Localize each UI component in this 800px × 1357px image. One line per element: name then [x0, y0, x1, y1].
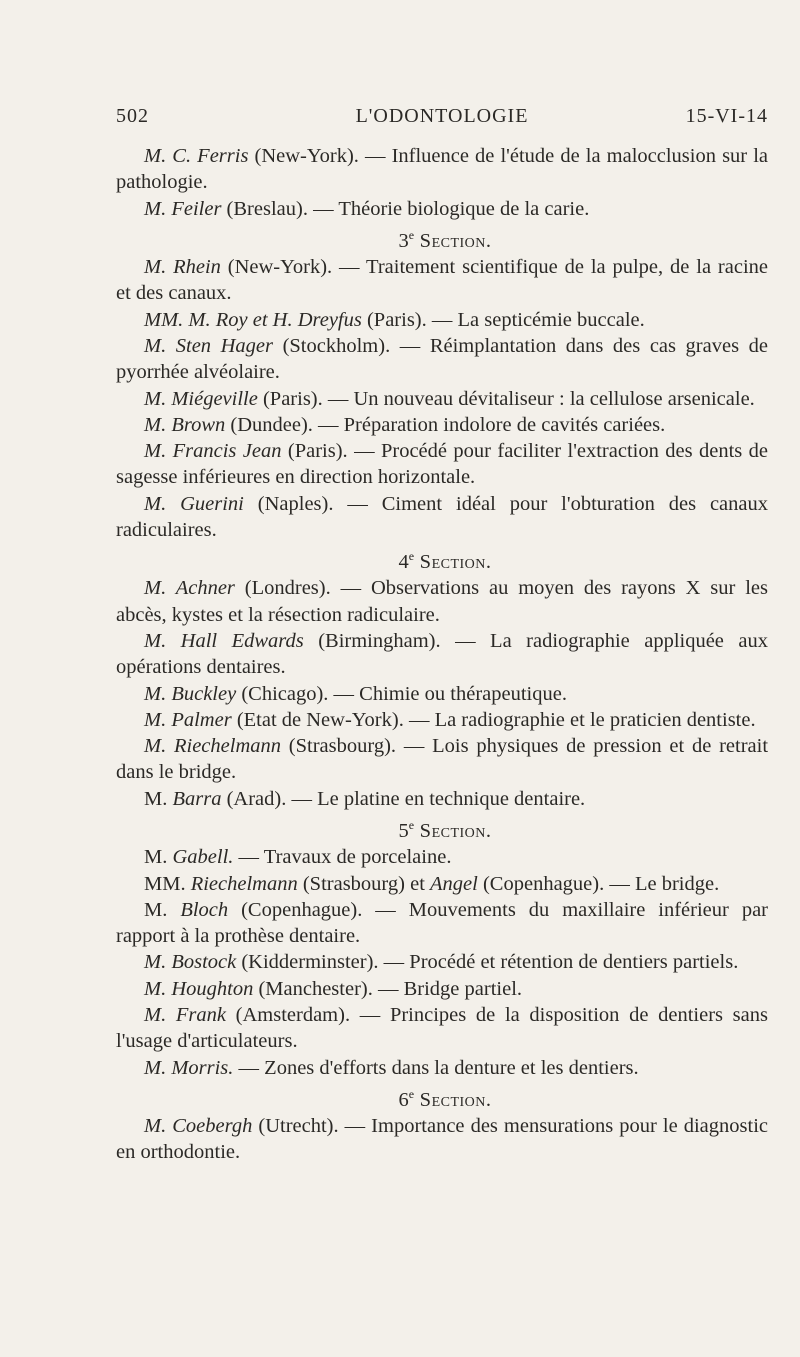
- entry-ferris: [116, 143, 768, 196]
- page-body: [116, 143, 768, 1166]
- author-name: M. Houghton: [144, 977, 254, 1000]
- entry-barra: M. Barra (Arad). — Le platine en technique dentaire.: [144, 787, 586, 810]
- author-name: M. Francis Jean: [144, 440, 282, 463]
- author-name: MM. M. Roy et H. Dreyfus: [144, 308, 362, 331]
- section-heading-3: 3e Section.: [398, 227, 492, 252]
- entry-buckley: [116, 681, 768, 707]
- entry-houghton: [116, 976, 768, 1002]
- entry-palmer: [116, 707, 768, 733]
- entry-rhein: [116, 254, 768, 307]
- entry-text: (Naples). — Ciment idéal pour l'obturation des canaux radiculaires.: [116, 492, 768, 541]
- author-name: M. Palmer: [144, 708, 232, 731]
- author-name: M. Rhein: [144, 256, 221, 279]
- entry-roy-dreyfus: [116, 307, 768, 333]
- author-name: Barra: [172, 787, 222, 810]
- author-name: M. Coebergh: [144, 1115, 253, 1137]
- entry-text: (Breslau). — Théorie biologique de la carie.: [221, 197, 590, 220]
- author-name: M. Miégeville: [144, 387, 258, 410]
- entry-bloch: M. Bloch (Copenhague). — Mouvements du maxillaire inférieur par rapport à la prothèse dentaire.: [116, 898, 768, 948]
- author-name: M. Riechelmann: [144, 735, 282, 758]
- author-name: M. C. Ferris: [144, 145, 249, 167]
- entry-riechelmann: [116, 733, 768, 786]
- entry-bostock: [116, 949, 768, 975]
- author-name: M. Morris.: [144, 1056, 234, 1079]
- entry-text: — Travaux de porcelaine.: [233, 846, 452, 869]
- entry-text: (Paris). — Procédé pour faciliter l'extraction des dents de sagesse inférieures en direction horizontale.: [116, 440, 768, 489]
- author-name: M. Hall Edwards: [144, 630, 304, 652]
- entry-text: (Dundee). — Préparation indolore de cavités cariées.: [225, 413, 666, 436]
- entry-text: (Copenhague). — Le bridge.: [477, 872, 720, 895]
- entry-text: (Paris). — La septicémie buccale.: [361, 308, 645, 331]
- entry-morris: [116, 1055, 768, 1081]
- entry-text: (Chicago). — Chimie ou thérapeutique.: [236, 682, 567, 705]
- entry-hall-edwards: [116, 628, 768, 681]
- entry-text: (Strasbourg). — Lois physiques de pression et de retrait dans le bridge.: [116, 735, 769, 784]
- entry-text: (Utrecht). — Importance des mensurations pour le diagnostic en orthodontie.: [116, 1115, 768, 1164]
- entry-frank: [116, 1002, 768, 1055]
- author-name: M. Buckley: [144, 682, 237, 705]
- author-name: M. Bostock: [144, 951, 237, 974]
- section-heading-6: 6e Section.: [398, 1086, 492, 1111]
- entry-riechelmann-angel: MM. Riechelmann (Strasbourg) et Angel (Copenhague). — Le bridge.: [144, 872, 720, 895]
- author-name: M. Brown: [144, 413, 226, 436]
- entry-miegeville: [116, 386, 768, 412]
- entry-coebergh: [116, 1113, 768, 1166]
- author-name: M. Guerini: [144, 492, 244, 515]
- entry-text: (Paris). — Un nouveau dévitaliseur : la cellulose arsenicale.: [257, 387, 755, 410]
- page-number: 502: [116, 105, 149, 127]
- entry-text: (New-York). — Influence de l'étude de la malocclusion sur la pathologie.: [116, 145, 768, 194]
- author-name: Gabell.: [172, 846, 234, 869]
- entry-francis-jean: [116, 438, 768, 491]
- author-name: Riechelmann: [190, 872, 298, 895]
- entry-text: (Amsterdam). — Principes de la disposition de dentiers sans l'usage d'articulateurs.: [116, 1003, 768, 1053]
- entry-guerini: [116, 491, 768, 544]
- section-heading-5: 5e Section.: [398, 818, 492, 842]
- issue-date: 15-VI-14: [685, 105, 768, 127]
- author-name: M. Sten Hager: [144, 334, 274, 357]
- entry-text: (Stockholm). — Réimplantation dans des cas graves de pyorrhée alvéolaire.: [116, 334, 768, 384]
- entry-text: (New-York). — Traitement scientifique de la pulpe, de la racine et des canaux.: [116, 256, 768, 305]
- author-name: M. Feiler: [144, 197, 222, 220]
- entry-text: (Etat de New-York). — La radiographie et le praticien dentiste.: [231, 708, 756, 731]
- entry-text: (Birmingham). — La radiographie appliquée aux opérations dentaires.: [116, 630, 768, 679]
- entry-gabell: M. Gabell. — Travaux de porcelaine.: [144, 846, 452, 869]
- entry-achner: [116, 575, 768, 628]
- entry-text: (Arad). — Le platine en technique dentaire.: [221, 787, 586, 810]
- author-name: M. Achner: [144, 577, 235, 600]
- entry-text: (Kidderminster). — Procédé et rétention de dentiers partiels.: [236, 951, 739, 974]
- entry-brown: [116, 412, 768, 438]
- entry-text: (Copenhague). — Mouvements du maxillaire inférieur par rapport à la prothèse dentaire.: [116, 898, 768, 948]
- entry-text: — Zones d'efforts dans la denture et les dentiers.: [233, 1056, 639, 1079]
- author-name: Bloch: [180, 898, 229, 921]
- running-title: L'ODONTOLOGIE: [355, 105, 529, 127]
- entry-text: (Londres). — Observations au moyen des rayons X sur les abcès, kystes et la résection radiculaire.: [116, 577, 768, 626]
- entry-text: (Manchester). — Bridge partiel.: [253, 977, 523, 1000]
- author-name: Angel: [430, 872, 478, 895]
- author-name: M. Frank: [144, 1003, 226, 1026]
- section-heading-4: 4e Section.: [398, 549, 492, 574]
- entry-feiler: [116, 196, 768, 222]
- entry-hager: [116, 333, 768, 386]
